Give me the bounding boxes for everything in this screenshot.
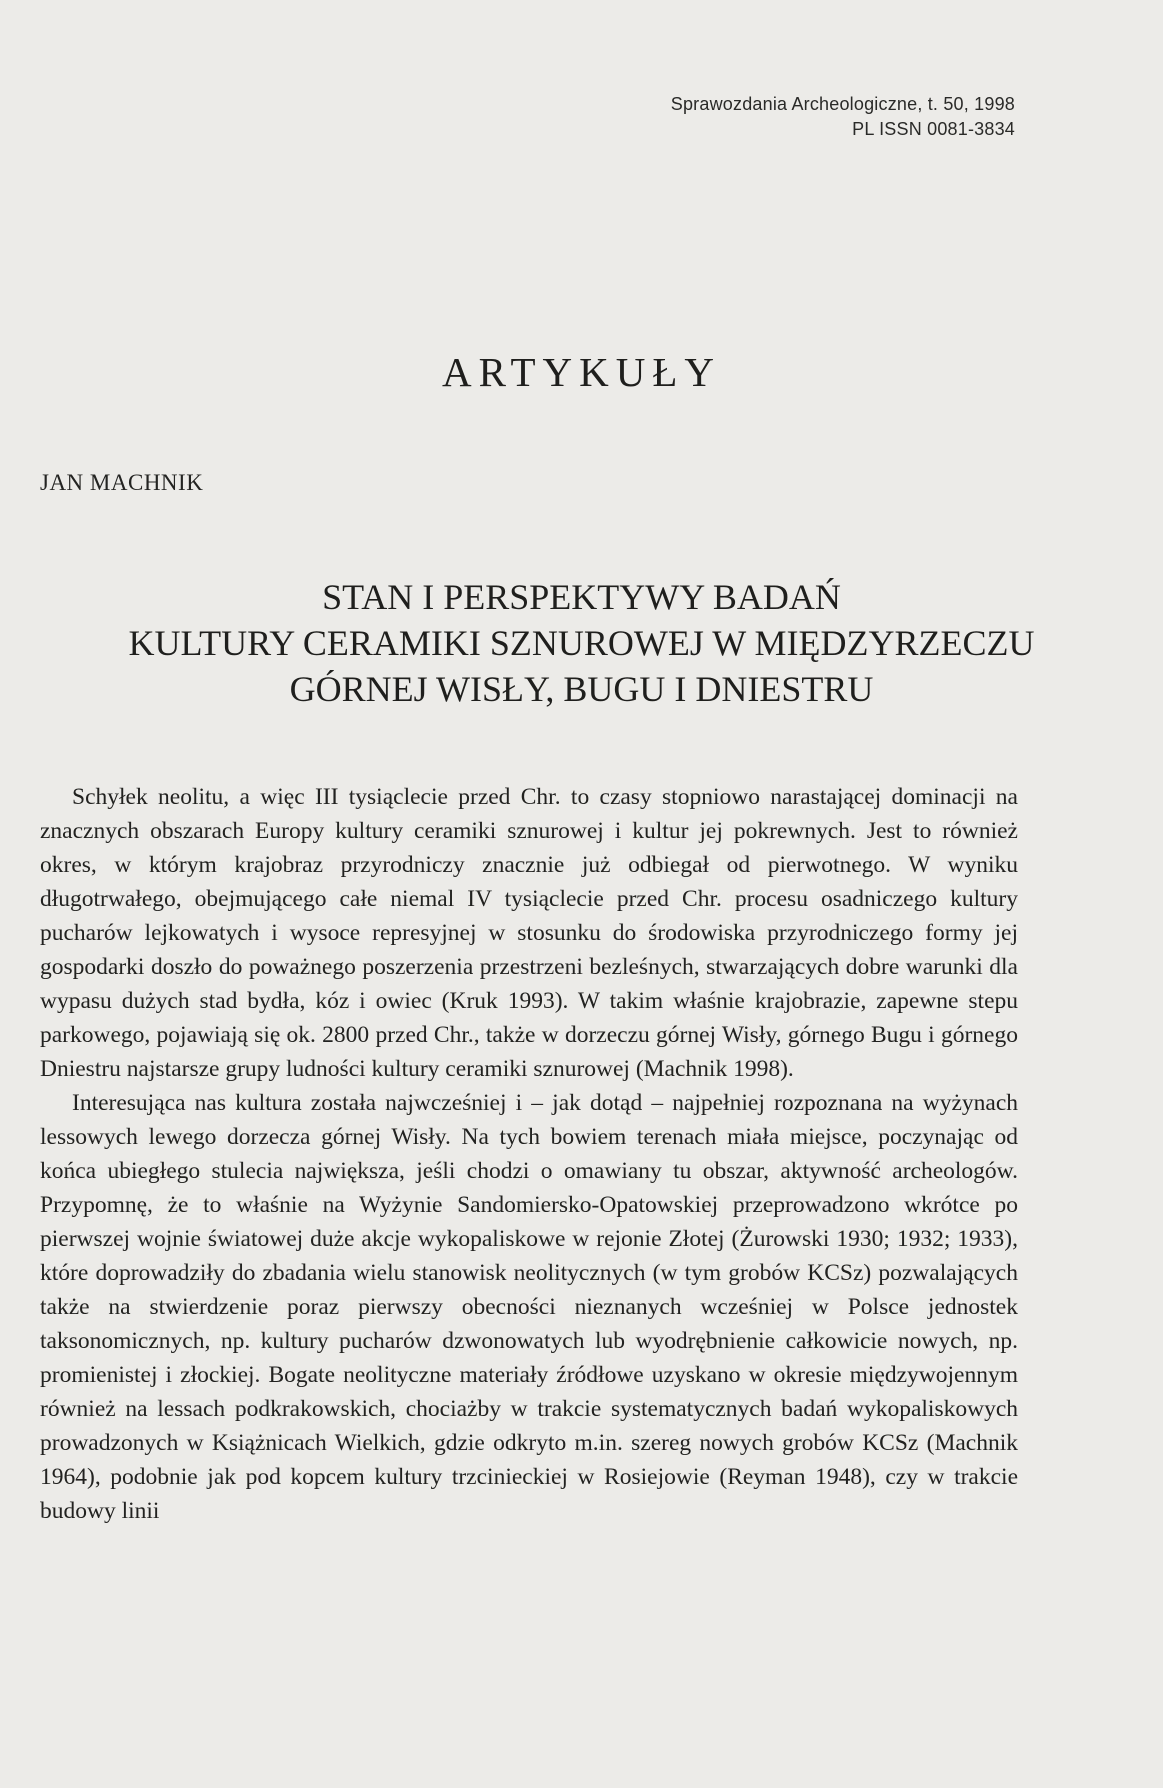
title-line-3: GÓRNEJ WISŁY, BUGU I DNIESTRU	[289, 669, 874, 709]
journal-citation: Sprawozdania Archeologiczne, t. 50, 1998	[670, 94, 1015, 114]
title-line-2: KULTURY CERAMIKI SZNUROWEJ W MIĘDZYRZECZU	[128, 623, 1035, 663]
author-name: JAN MACHNIK	[40, 470, 204, 495]
paragraph-2: Interesująca nas kultura została najwcześniej i – jak dotąd – najpełniej rozpoznana na wyżynach lessowych lewego dorzecza górnej Wisły. Na tych bowiem terenach miała miejsce, poczynając od końca ubiegłego stulecia największa, jeśli chodzi o omawiany tu obszar, aktywność archeologów. Przypomnę, że to właśnie na Wyżynie Sandomiersko-Opatowskiej przeprowadzono wkrótce po pierwszej wojnie światowej duże akcje wykopaliskowe w rejonie Złotej (Żurowski 1930; 1932; 1933), które doprowadziły do zbadania wielu stanowisk neolitycznych (w tym grobów KCSz) pozwalających także na stwierdzenie poraz pierwszy obecności nieznanych wcześniej w Polsce jednostek taksonomicznych, np. kultury pucharów dzwonowatych lub wyodrębnienie całkowicie nowych, np. promienistej i złockiej. Bogate neolityczne materiały źródłowe uzyskano w okresie międzywojennym również na lessach podkrakowskich, chociażby w trakcie systematycznych badań wykopaliskowych prowadzonych w Książnicach Wielkich, gdzie odkryto m.in. szereg nowych grobów KCSz (Machnik 1964), podobnie jak pod kopcem kultury trzcinieckiej w Rosiejowie (Reyman 1948), czy w trakcie budowy linii	[40, 1090, 1018, 1524]
article-title	[0, 574, 1163, 712]
paragraph-1: Schyłek neolitu, a więc III tysiąclecie przed Chr. to czasy stopniowo narastającej dominacji na znacznych obszarach Europy kultury ceramiki sznurowej i kultur jej pokrewnych. Jest to również okres, w którym krajobraz przyrodniczy znacznie już odbiegał od pierwotnego. W wyniku długotrwałego, obejmującego całe niemal IV tysiąclecie przed Chr. procesu osadniczego kultury pucharów lejkowatych i wysoce represyjnej w stosunku do środowiska przyrodniczego formy jej gospodarki doszło do poważnego poszerzenia przestrzeni bezleśnych, stwarzających dobre warunki dla wypasu dużych stad bydła, kóz i owiec (Kruk 1993). W takim właśnie krajobrazie, zapewne stepu parkowego, pojawiają się ok. 2800 przed Chr., także w dorzeczu górnej Wisły, górnego Bugu i górnego Dniestru najstarsze grupy ludności kultury ceramiki sznurowej (Machnik 1998).	[40, 784, 1018, 1082]
journal-issn: PL ISSN 0081-3834	[852, 119, 1015, 139]
section-heading: ARTYKUŁY	[441, 349, 722, 395]
title-line-1: STAN I PERSPEKTYWY BADAŃ	[322, 577, 841, 617]
article-body	[40, 780, 1018, 1528]
journal-header	[671, 92, 1015, 142]
